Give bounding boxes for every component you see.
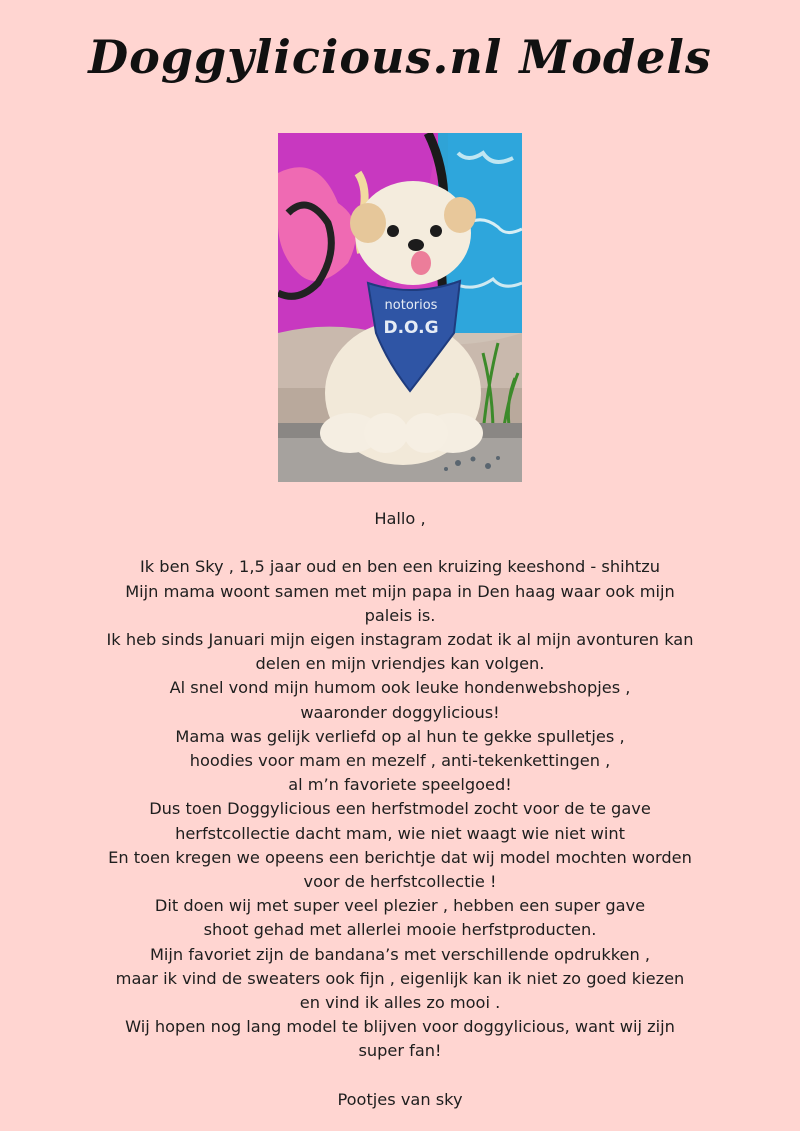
page-title: Doggylicious.nl Models — [88, 30, 712, 84]
letter-line: herfstcollectie dacht mam, wie niet waagt wie niet wint — [175, 823, 625, 843]
paragraph-gap — [60, 1064, 740, 1088]
letter-line: maar ik vind de sweaters ook fijn , eigenlijk kan ik niet zo goed kiezen — [115, 968, 685, 988]
signoff: Pootjes van sky — [337, 1089, 463, 1109]
letter-line: al m’n favoriete speelgoed! — [288, 775, 512, 795]
letter-line: waaronder doggylicious! — [300, 702, 500, 722]
letter-line: Mijn favoriet zijn de bandana’s met verschillende opdrukken , — [149, 944, 651, 964]
bandana-text-top: notorios — [384, 298, 438, 313]
letter-line: Ik ben Sky , 1,5 jaar oud en ben een kruizing keeshond - shihtzu — [140, 557, 660, 577]
bandana-text-bottom: D.O.G — [383, 318, 439, 338]
letter-line: shoot gehad met allerlei mooie herfstproducten. — [203, 920, 597, 940]
paragraph-gap — [60, 531, 740, 555]
letter-line: voor de herfstcollectie ! — [303, 872, 497, 892]
letter-line: Mijn mama woont samen met mijn papa in Den haag waar ook mijn — [125, 581, 675, 601]
letter-line: En toen kregen we opeens een berichtje dat wij model mochten worden — [108, 847, 692, 867]
letter-line: Dus toen Doggylicious een herfstmodel zocht voor de te gave — [149, 799, 651, 819]
letter-line: Ik heb sinds Januari mijn eigen instagram zodat ik al mijn avonturen kan — [106, 630, 694, 649]
greeting: Hallo , — [374, 509, 426, 528]
letter-line: Dit doen wij met super veel plezier , hebben een super gave — [154, 896, 646, 916]
letter-line: hoodies voor mam en mezelf , anti-tekenkettingen , — [189, 751, 611, 771]
dog-photo — [278, 133, 522, 482]
letter-line: super fan! — [358, 1041, 442, 1061]
letter-line: en vind ik alles zo mooi . — [299, 993, 501, 1013]
letter-line: delen en mijn vriendjes kan volgen. — [255, 654, 545, 674]
letter-line: Wij hopen nog lang model te blijven voor doggylicious, want wij zijn — [125, 1017, 675, 1037]
letter-line: Al snel vond mijn humom ook leuke hondenwebshopjes , — [169, 678, 631, 698]
letter-line: paleis is. — [364, 605, 436, 625]
letter-text — [60, 507, 740, 1112]
letter-line: Mama was gelijk verliefd op al hun te gekke spulletjes , — [175, 726, 625, 746]
